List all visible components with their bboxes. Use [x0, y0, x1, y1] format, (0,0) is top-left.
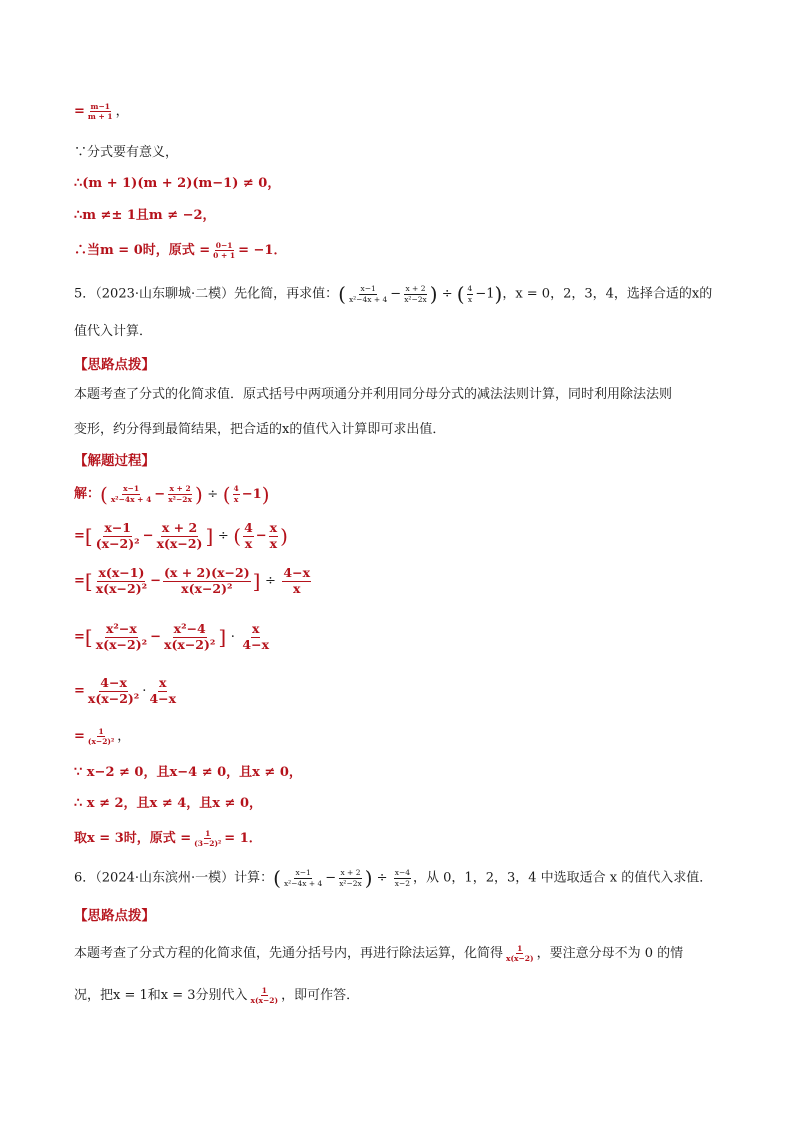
fraction: [163, 623, 216, 651]
fraction: [87, 103, 114, 121]
q5-statement: [74, 284, 712, 305]
denominator: x²−4x + 4: [283, 878, 323, 888]
question-intro: 5．（2023·山东聊城·二模）先化简，再求值：: [74, 286, 339, 302]
numerator: x(x−1): [98, 565, 145, 580]
denominator: (x−2)²: [95, 535, 140, 551]
denominator: x²−2x: [404, 294, 427, 304]
bracket-close: ]: [252, 569, 261, 593]
q5-step-1: =[ $\frac{x-1}{\text{(x−2)²}}$ − $\frac{x + 2}{x(x-2)}$ ] ÷ ( $\frac{4}{x}$ − $\frac{x}{x}$ ): [74, 520, 288, 551]
numerator: x + 2: [405, 284, 426, 293]
punctuation: ，: [115, 104, 129, 119]
denominator: (3−2)²: [194, 839, 222, 848]
numerator: x−4: [394, 868, 411, 877]
fraction: [243, 522, 254, 550]
minus-sign: −: [154, 486, 166, 502]
fraction: [95, 623, 148, 651]
numerator: x + 2: [169, 484, 191, 493]
q5-condition-1: ∵ x−2 ≠ 0，且x−4 ≠ 0，且x ≠ 0，: [74, 765, 302, 780]
numerator: (x + 2)(x−2): [164, 565, 250, 580]
q5-hint-heading: 【思路点拨】: [74, 357, 155, 373]
paren-open: (: [233, 524, 242, 548]
fraction: [338, 869, 363, 887]
denominator: x(x−2)²: [181, 580, 233, 596]
text: −1: [241, 486, 262, 502]
text: 本题考查了分式方程的化简求值，先通分括号内，再进行除法运算，化简得: [74, 946, 504, 961]
denominator: x(x−2)²: [164, 636, 216, 652]
denominator: x²−4x + 4: [348, 294, 388, 304]
text: −1: [475, 286, 495, 302]
paren-close: ): [494, 282, 503, 306]
denominator: x(x−2): [156, 535, 203, 551]
paren-open: (: [222, 482, 231, 506]
numerator: 1: [98, 726, 104, 736]
text: = −1．: [238, 243, 287, 258]
top-line-5: [74, 241, 286, 261]
q5-hint-text-2: 变形，约分得到最简结果，把合适的x的值代入计算即可求出值．: [74, 422, 446, 437]
q5-statement-line2: 值代入计算．: [74, 324, 153, 339]
numerator: x: [252, 621, 260, 636]
fraction: [95, 567, 148, 595]
fraction: [403, 285, 428, 303]
top-line-1: [74, 102, 129, 122]
numerator: x−1: [295, 868, 311, 877]
denominator: x(x−2)²: [95, 580, 148, 596]
denominator: m + 1: [87, 112, 113, 121]
q5-process-heading: 【解题过程】: [74, 453, 155, 469]
denominator: 4−x: [149, 690, 177, 706]
fraction: [193, 830, 222, 848]
bracket-close: ]: [205, 524, 214, 548]
denominator: x−2: [394, 878, 411, 888]
q5-condition-2: ∴ x ≠ 2，且x ≠ 4，且x ≠ 0，: [74, 796, 263, 811]
q6-hint-text-1: [74, 944, 683, 964]
denominator: x(x−2): [250, 996, 279, 1005]
text: 况，把x = 1和x = 3分别代入: [74, 988, 248, 1003]
fraction: [250, 987, 280, 1005]
denominator: (x−2)²: [87, 737, 115, 746]
paren-close: ): [261, 482, 270, 506]
numerator: 4: [233, 484, 239, 493]
q6-statement: 6．（2024·山东滨州·一模）计算：( $\frac{x-1}{\text{x²−4x + 4}}$ − $\frac{x + 2}{\text{x²−2x}}$ ) ÷ $\frac{x-4}{x-2}$ ，从 0，1，2，3，4 中选取适合 x 的值代入求值．: [74, 866, 713, 890]
paren-close: ): [429, 282, 438, 306]
q5-step-5: = $\frac{1}{\text{(x−2)²}}$ ，: [74, 726, 131, 746]
fraction: [241, 623, 270, 651]
bracket-open: [: [84, 524, 93, 548]
text: ，即可作答．: [281, 988, 360, 1003]
denominator: x: [467, 294, 473, 304]
fraction: [212, 242, 236, 260]
paren-open: (: [338, 282, 346, 306]
q5-hint-text-1: 本题考查了分式的化简求值．原式括号中两项通分并利用同分母分式的减法法则计算，同时利用除法法则: [74, 387, 673, 402]
q5-step-3: =[ $\frac{\text{x²−x}}{\text{x(x−2)²}}$ − $\frac{\text{x²−4}}{\text{x(x−2)²}}$ ] · $\frac{x}{4-x}$: [74, 621, 270, 652]
text: ，要注意分母不为 0 的情: [536, 946, 684, 961]
fraction: [269, 522, 278, 550]
paren-open: (: [456, 282, 465, 306]
fraction: [167, 485, 193, 503]
paren-close: ): [194, 482, 203, 506]
divide-sign: ÷: [207, 486, 219, 502]
fraction: [87, 728, 115, 746]
numerator: x−1: [360, 284, 376, 293]
denominator: 0 + 1: [213, 251, 236, 260]
fraction: [156, 522, 204, 550]
numerator: x + 2: [161, 520, 198, 535]
numerator: 1: [517, 943, 523, 953]
fraction: [467, 285, 474, 303]
numerator: x + 2: [340, 868, 361, 877]
numerator: x: [269, 520, 278, 535]
denominator: x: [233, 494, 239, 504]
paren-close: ): [364, 866, 373, 890]
denominator: x²−2x: [168, 494, 192, 504]
q5-step-0: [74, 484, 270, 505]
question-tail: ，x = 0，2，3，4，选择合适的x的: [502, 286, 713, 302]
numerator: x²−4: [173, 621, 206, 636]
denominator: x: [292, 580, 301, 596]
fraction: [233, 485, 240, 503]
minus-sign: −: [390, 286, 402, 302]
fraction: [87, 677, 140, 705]
text: 取x = 3时，原式 =: [74, 831, 192, 846]
fraction: [95, 522, 141, 550]
denominator: x(x−2)²: [87, 690, 140, 706]
q5-step-4: = $\frac{4-x}{\text{x(x−2)²}}$ · $\frac{x}{4-x}$: [74, 675, 177, 706]
denominator: x(x−2): [506, 954, 534, 963]
paren-open: (: [100, 482, 108, 506]
question-tail: ，从 0，1，2，3，4 中选取适合 x 的值代入求值．: [413, 870, 713, 886]
fraction: [283, 869, 323, 887]
numerator: 1: [261, 985, 267, 995]
numerator: m−1: [90, 101, 110, 111]
equals-sign: =: [74, 104, 85, 119]
numerator: x−1: [123, 484, 140, 493]
q5-step-2: =[ $\frac{x(x-1)}{\text{x(x−2)²}}$ − $\frac{(x + 2)(x-2)}{\text{x(x−2)²}}$ ] ÷ $\frac{4-x}{x}$: [74, 565, 311, 596]
fraction: [505, 945, 535, 963]
denominator: x: [244, 535, 253, 551]
q5-condition-3: [74, 829, 262, 849]
fraction: [282, 567, 311, 595]
top-line-3: ∴(m + 1)(m + 2)(m−1) ≠ 0，: [74, 176, 281, 191]
numerator: 0−1: [215, 240, 233, 250]
numerator: 4−x: [100, 675, 127, 690]
text: = 1．: [224, 831, 262, 846]
fraction: [394, 869, 411, 887]
denominator: 4−x: [242, 636, 270, 652]
numerator: 4−x: [283, 565, 311, 580]
solution-label: 解：: [74, 486, 101, 502]
fraction: [163, 567, 251, 595]
text: ∴当m = 0时，原式 =: [74, 243, 211, 258]
paren-open: (: [273, 866, 281, 890]
paren-close: ): [280, 524, 288, 548]
fraction: [348, 285, 388, 303]
bracket-close: ]: [218, 625, 227, 649]
numerator: 1: [205, 828, 211, 838]
denominator: x²−2x: [339, 878, 362, 888]
q6-hint-text-2: [74, 986, 359, 1006]
question-intro: 6．（2024·山东滨州·一模）计算：: [74, 870, 274, 886]
numerator: x−1: [104, 520, 131, 535]
divide-sign: ÷: [441, 286, 453, 302]
q6-hint-heading: 【思路点拨】: [74, 908, 155, 924]
numerator: 4: [467, 284, 473, 293]
bracket-open: [: [84, 625, 93, 649]
fraction: [110, 485, 152, 503]
denominator: x: [269, 535, 278, 551]
numerator: x: [159, 675, 167, 690]
punctuation: ，: [117, 729, 131, 744]
top-line-2: ∵分式要有意义，: [74, 145, 179, 160]
top-line-4: ∴m ≠± 1且m ≠ −2，: [74, 208, 216, 223]
bracket-open: [: [84, 569, 93, 593]
denominator: x(x−2)²: [95, 636, 148, 652]
numerator: 4: [244, 520, 253, 535]
denominator: x²−4x + 4: [110, 494, 152, 504]
numerator: x²−x: [105, 621, 137, 636]
fraction: [148, 677, 177, 705]
